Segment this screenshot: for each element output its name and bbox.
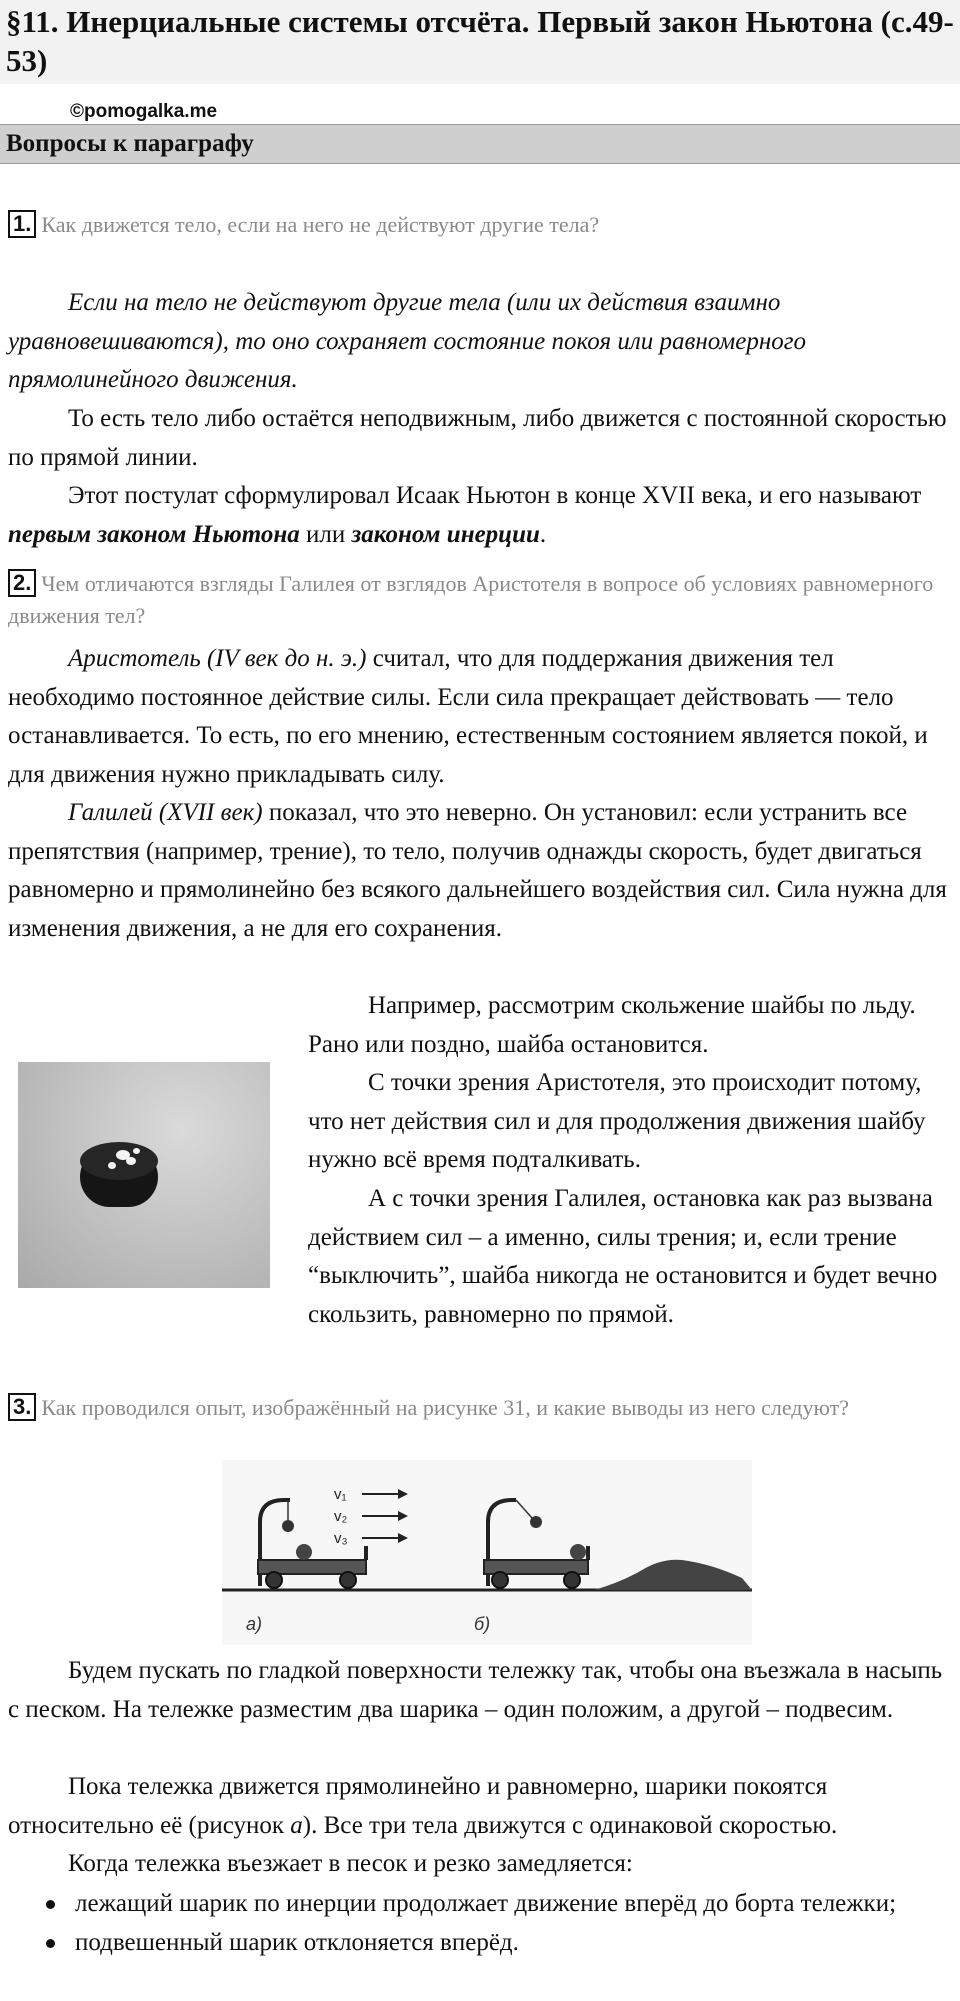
term-first-newton-law: первым законом Ньютона [8,520,300,548]
question-2-text: Чем отличаются взгляды Галилея от взглядов Аристотеля в вопросе об условиях равномерного движения тел? [8,571,934,628]
title-band [0,0,960,84]
answer-2-paragraph-1 [8,640,953,794]
answer-3-paragraph-1: Будем пускать по гладкой поверхности тележку так, чтобы она въезжала в насыпь с песком. На тележке разместим два шарика – один положим, а другой – подвесим. [8,1657,943,1723]
wheel-icon [564,1572,580,1588]
snow-fleck [126,1157,136,1165]
answer-1-paragraph-3 [8,477,953,554]
answer-2-aristotle: Аристотель (IV век до н. э.) [68,645,367,672]
question-3 [8,1392,948,1424]
answer-2-paragraph-3: Например, рассмотрим скольжение шайбы по льду. Рано или поздно, шайба остановится. [308,992,916,1058]
figure-label-a: а) [246,1614,263,1634]
answer-3-p2-end: ). Все три тела движутся с одинаковой скоростью. [302,1811,838,1839]
answer-2-p1-text: считал, что для поддержания движения тел необходимо постоянное действие силы. Если сила прекращает действовать — тело останавливается. То есть, по его мнению, естественным состоянием является покой, и для движения нужно прикладывать силу. [8,645,928,788]
wheel-icon [340,1572,356,1588]
list-item: подвешенный шарик отклоняется вперёд. [8,1924,953,1963]
page-title: §11. Инерциальные системы отсчёта. Первый закон Ньютона (с.49-53) [6,4,954,78]
answer-1-p3-start: Этот постулат сформулировал Исаак Ньютон в конце XVII века, и его называют [68,482,922,509]
list-item: лежащий шарик по инерции продолжает движение вперёд до борта тележки; [8,1885,953,1924]
cart-b-hanging-ball [530,1516,542,1528]
question-number-3: 3. [8,1393,36,1421]
label-v1: v₁ [334,1486,347,1503]
label-v2: v₂ [334,1508,348,1525]
copyright-notice: ©pomogalka.me [70,101,218,122]
answer-2-galileo: Галилей (XVII век) [68,799,263,826]
answer-3-figure-ref: а [290,1811,303,1839]
puck-top [80,1142,158,1180]
answer-3-p2-start: Пока тележка движется прямолинейно и равномерно, шарики покоятся относительно её (рисунок [8,1773,828,1839]
question-1 [8,209,948,241]
puck-on-ice-photo [18,1062,270,1288]
snow-fleck [108,1162,116,1169]
label-v3: v₃ [334,1530,348,1547]
question-number-2: 2. [8,569,36,597]
section-title: Вопросы к параграфу [6,130,254,157]
wheel-icon [492,1572,508,1588]
cart-a-hanging-ball [282,1520,294,1532]
figure-label-b: б) [474,1614,491,1634]
question-3-text: Как проводился опыт, изображённый на рисунке 31, и какие выводы из него следуют? [41,1395,850,1420]
answer-3-bullet-list [8,1885,953,1962]
answer-2-paragraph-4: С точки зрения Аристотеля, это происходит потому, что нет действия сил и для продолжения движения шайбу нужно всё время подталкивать. [308,1069,926,1173]
answer-3-paragraph-2 [8,1768,953,1845]
term-law-of-inertia: законом инерции [351,520,540,548]
snow-fleck [133,1148,140,1154]
answer-1-paragraph-2: То есть тело либо остаётся неподвижным, либо движется с постоянной скоростью по прямой линии. [8,405,947,471]
question-number-1: 1. [8,210,36,238]
answer-1-p3-end: . [539,520,547,548]
answer-1-paragraph-1: Если на тело не действуют другие тела (или их действия взаимно уравновешиваются), то оно сохраняет состояние покоя или равномерного прямолинейного движения. [8,289,806,393]
question-2 [8,568,948,632]
answer-3-paragraph-3: Когда тележка въезжает в песок и резко замедляется: [68,1850,633,1877]
cart-a-resting-ball [296,1544,312,1560]
answer-2-paragraph-5: А с точки зрения Галилея, остановка как раз вызвана действием сил – а именно, силы трения; и, если трение “выключить”, шайба никогда не остановится и будет вечно скользить, равномерно по прямой. [308,1185,938,1328]
section-header [0,124,960,164]
question-1-text: Как движется тело, если на него не действуют другие тела? [41,212,600,237]
cart-b-resting-ball [570,1544,586,1560]
wheel-icon [266,1572,282,1588]
answer-1-p3-mid: или [299,520,352,548]
answer-2-paragraph-2 [8,794,953,948]
figure-31-cart-diagram [222,1460,752,1645]
answer-2-p2-text: показал, что это неверно. Он установил: если устранить все препятствия (например, трение), то тело, получив однажды скорость, будет двигаться равномерно и прямолинейно без всякого дальнейшего воздействия сил. Сила нужна для изменения движения, а не для его сохранения. [8,799,947,942]
